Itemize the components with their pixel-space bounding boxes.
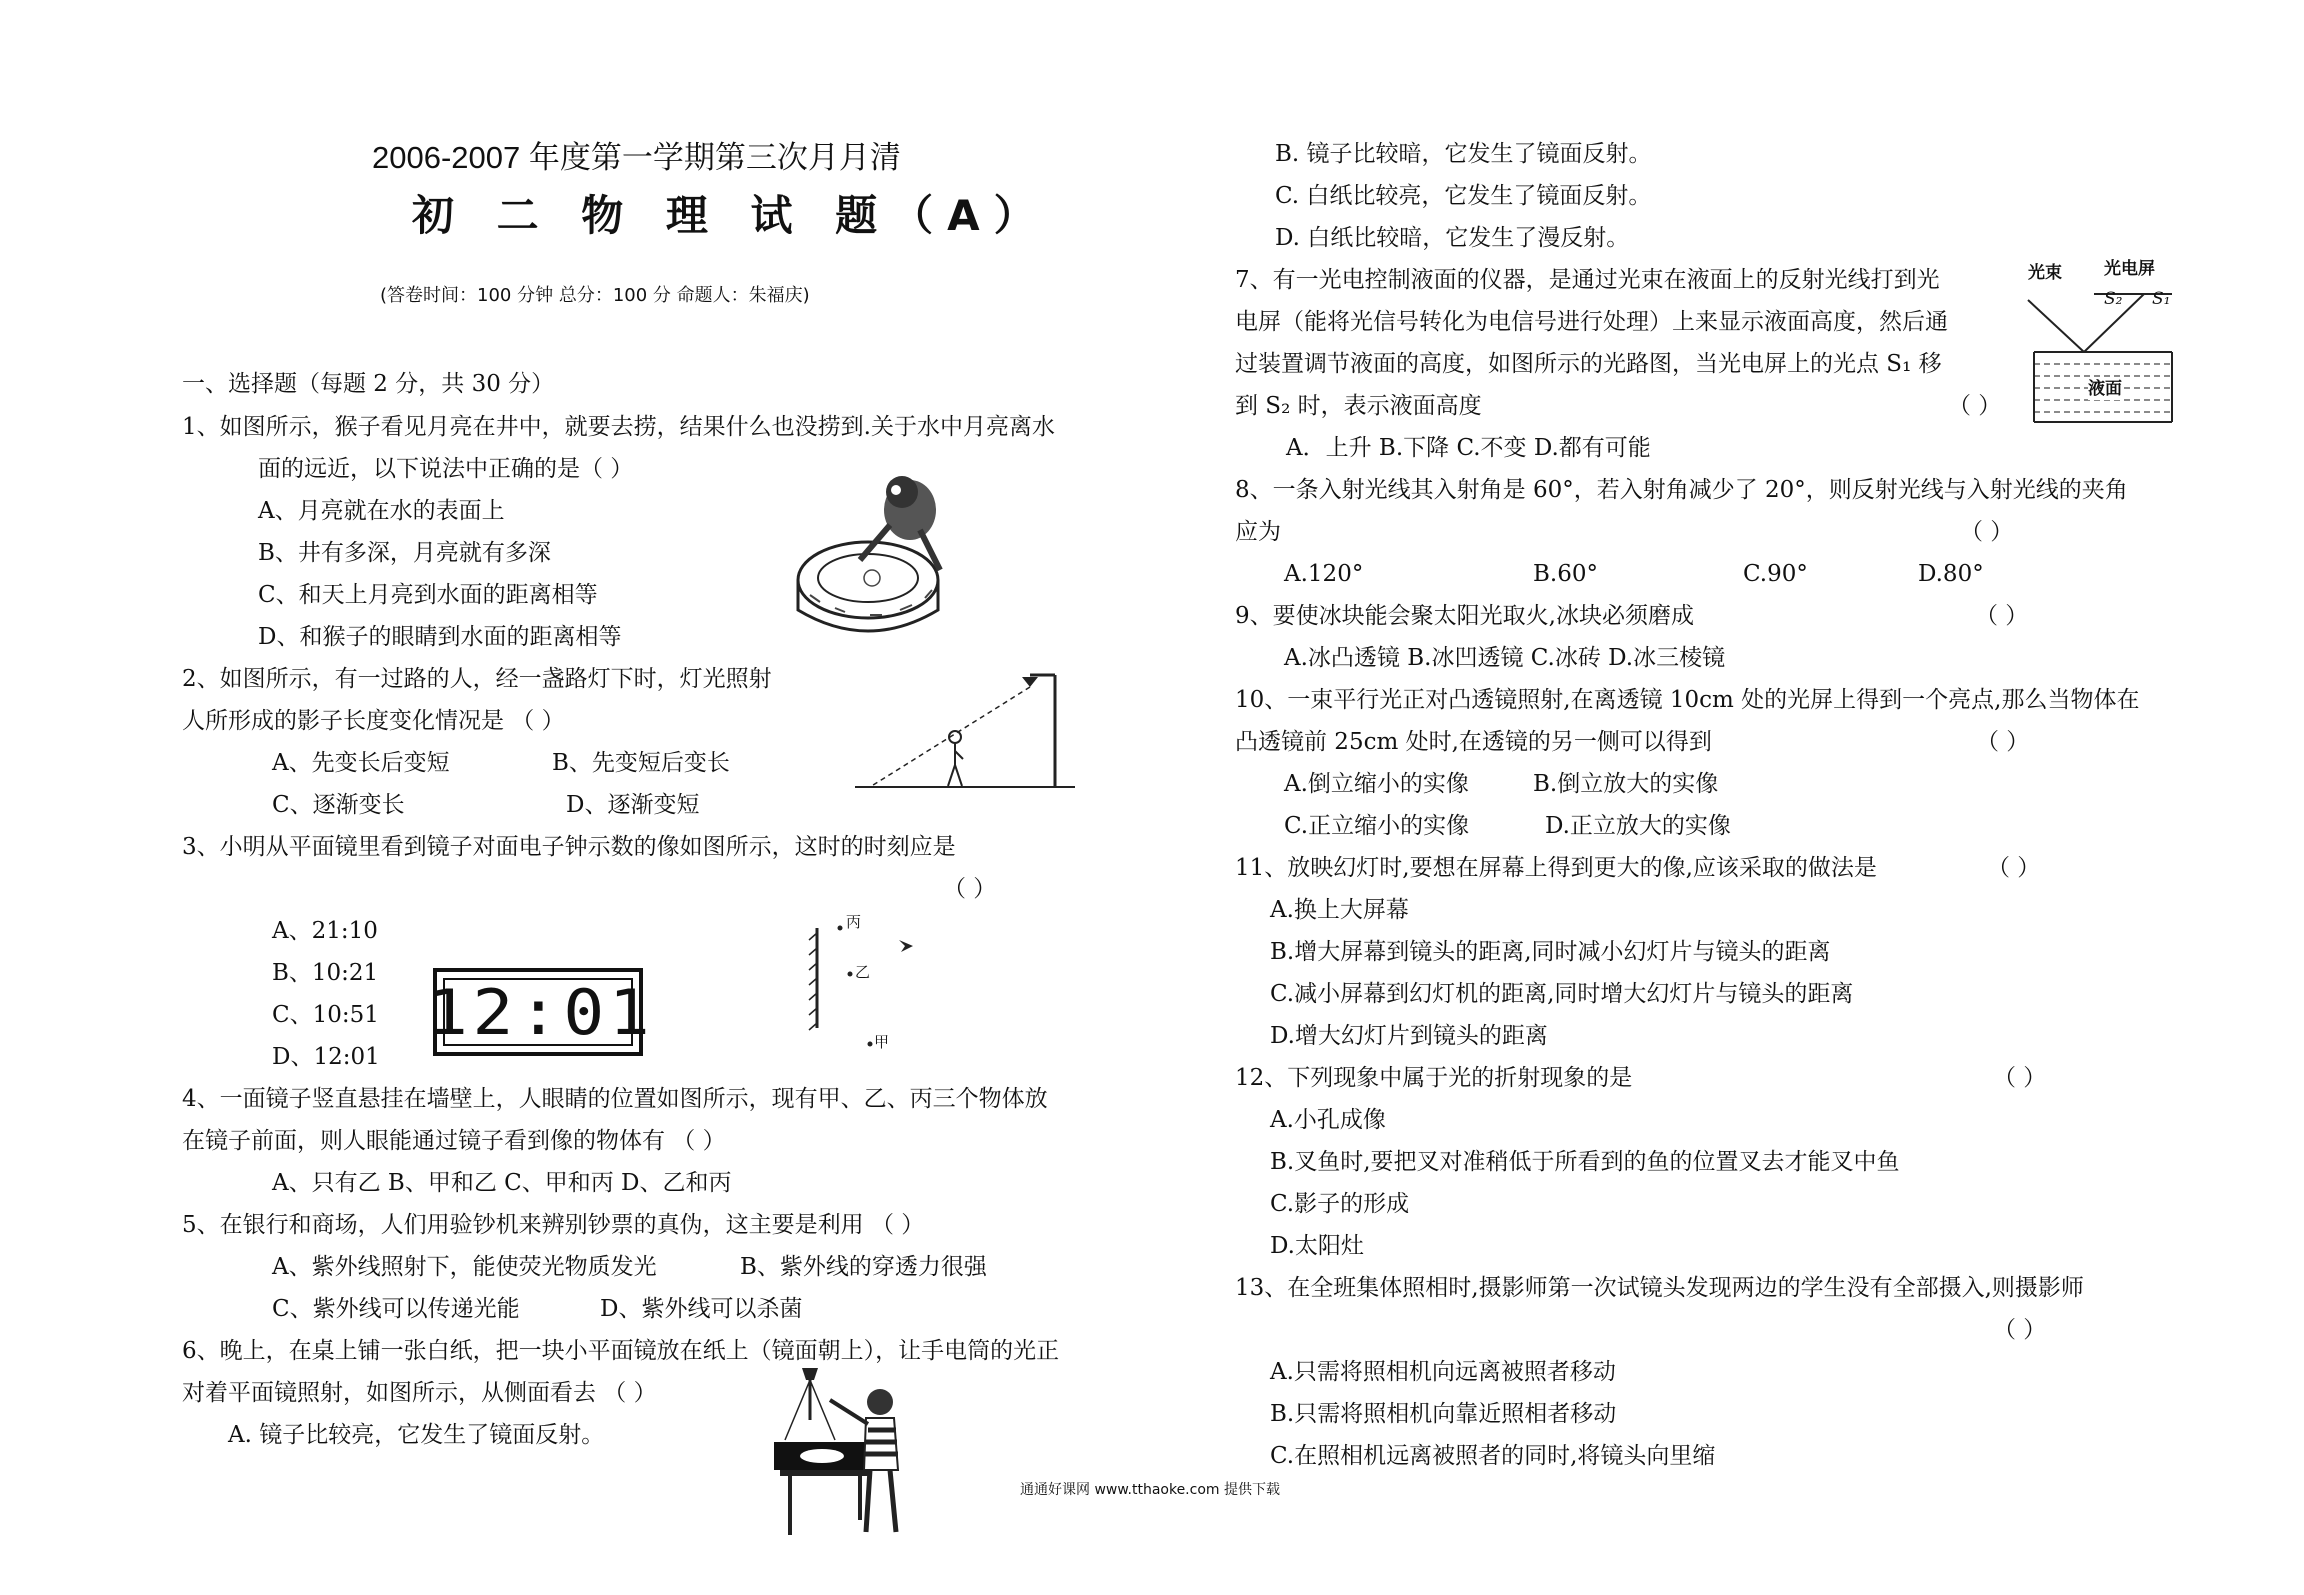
q10-option-c: C.正立缩小的实像 [1284, 813, 1470, 839]
fig-label-s1: S₁ [2152, 289, 2171, 309]
q13-option-b: B.只需将照相机向靠近照相者移动 [1270, 1401, 1617, 1427]
q8-option-c: C.90° [1743, 561, 1808, 587]
digital-clock-figure [426, 968, 655, 1056]
q6-stem-line1: 6、晚上，在桌上铺一张白纸，把一块小平面镜放在纸上（镜面朝上），让手电筒的光正 [182, 1338, 1060, 1364]
q2-stem-line1: 2、如图所示，有一过路的人，经一盏路灯下时，灯光照射 [182, 666, 772, 692]
q4-options: A、只有乙 B、甲和乙 C、甲和丙 D、乙和丙 [272, 1170, 732, 1196]
fig-label-liquid: 液面 [2088, 379, 2122, 399]
q8-option-b: B.60° [1533, 561, 1598, 587]
clock-digits: 12:01 [426, 976, 655, 1049]
q6-option-a: A. 镜子比较亮，它发生了镜面反射。 [228, 1422, 605, 1448]
q10-stem-line2: 凸透镜前 25cm 处时,在透镜的另一侧可以得到 [1235, 729, 1712, 755]
q13-answer-paren: （ ） [1993, 1317, 2047, 1343]
q12-answer-paren: （ ） [1993, 1065, 2047, 1091]
q4-stem-line2: 在镜子前面，则人眼能通过镜子看到像的物体有 （ ） [182, 1128, 726, 1154]
fig-label-screen: 光电屏 [2104, 259, 2155, 279]
q11-option-d: D.增大幻灯片到镜头的距离 [1270, 1023, 1548, 1049]
footer-source: 通通好课网 www.tthaoke.com 提供下载 [1020, 1482, 1280, 1498]
q2-option-b: B、先变短后变长 [552, 750, 730, 776]
q7-stem-line1: 7、有一光电控制液面的仪器，是通过光束在液面上的反射光线打到光 [1235, 267, 1940, 293]
q10-stem-line1: 10、一束平行光正对凸透镜照射,在离透镜 10cm 处的光屏上得到一个亮点,那么当物体在 [1235, 687, 2140, 713]
q10-answer-paren: （ ） [1976, 729, 2030, 755]
q2-option-c: C、逐渐变长 [272, 792, 405, 818]
q1-option-c: C、和天上月亮到水面的距离相等 [258, 582, 598, 608]
monkey-well-figure [790, 470, 960, 650]
mirror-objects-figure [805, 918, 925, 1058]
q11-answer-paren: （ ） [1987, 855, 2041, 881]
q5-stem-line1: 5、在银行和商场，人们用验钞机来辨别钞票的真伪，这主要是利用 （ ） [182, 1212, 925, 1238]
object-label-jia: 甲 [874, 1033, 890, 1051]
q4-stem-line1: 4、一面镜子竖直悬挂在墙壁上，人眼睛的位置如图所示，现有甲、乙、丙三个物体放 [182, 1086, 1048, 1112]
q6-option-c: C. 白纸比较亮，它发生了镜面反射。 [1275, 183, 1652, 209]
q2-stem-line2: 人所形成的影子长度变化情况是 （ ） [182, 708, 565, 734]
q12-option-c: C.影子的形成 [1270, 1191, 1410, 1217]
exam-info: (答卷时间：100 分钟 总分：100 分 命题人：朱福庆) [380, 285, 810, 306]
q3-option-c: C、10:51 [272, 1002, 379, 1028]
q1-stem-line1: 1、如图所示，猴子看见月亮在井中，就要去捞，结果什么也没捞到.关于水中月亮离水 [182, 414, 1055, 440]
q7-stem-line3: 过装置调节液面的高度，如图所示的光路图，当光电屏上的光点 S₁ 移 [1235, 351, 1942, 377]
q8-option-d: D.80° [1918, 561, 1984, 587]
q11-option-b: B.增大屏幕到镜头的距离,同时减小幻灯片与镜头的距离 [1270, 939, 1831, 965]
q5-option-b: B、紫外线的穿透力很强 [740, 1254, 987, 1280]
q3-option-b: B、10:21 [272, 960, 379, 986]
flashlight-mirror-figure [770, 1360, 930, 1540]
q12-option-d: D.太阳灶 [1270, 1233, 1364, 1259]
q13-option-a: A.只需将照相机向远离被照者移动 [1270, 1359, 1616, 1385]
exam-title-line2: 初 二 物 理 试 题（A） [412, 191, 1050, 240]
object-label-yi: 乙 [855, 963, 871, 981]
q11-option-c: C.减小屏幕到幻灯机的距离,同时增大幻灯片与镜头的距离 [1270, 981, 1854, 1007]
q11-stem-line1: 11、放映幻灯时,要想在屏幕上得到更大的像,应该采取的做法是 [1235, 855, 1877, 881]
exam-title-line1: 2006-2007 年度第一学期第三次月月清 [372, 140, 901, 175]
q5-option-a: A、紫外线照射下，能使荧光物质发光 [272, 1254, 657, 1280]
section-1-heading: 一、选择题（每题 2 分，共 30 分） [182, 371, 555, 397]
q3-option-d: D、12:01 [272, 1044, 380, 1070]
q3-answer-paren: （ ） [943, 876, 997, 902]
q10-option-d: D.正立放大的实像 [1545, 813, 1731, 839]
q8-option-a: A.120° [1284, 561, 1364, 587]
q9-answer-paren: （ ） [1975, 603, 2029, 629]
object-label-bing: 丙 [846, 913, 862, 931]
q12-stem-line1: 12、下列现象中属于光的折射现象的是 [1235, 1065, 1633, 1091]
fig-label-light-beam: 光束 [2028, 263, 2062, 283]
q1-option-d: D、和猴子的眼睛到水面的距离相等 [258, 624, 622, 650]
q11-option-a: A.换上大屏幕 [1270, 897, 1409, 923]
q5-option-d: D、紫外线可以杀菌 [600, 1296, 803, 1322]
q9-stem-line1: 9、要使冰块能会聚太阳光取火,冰块必须磨成 [1235, 603, 1694, 629]
q6-option-b: B. 镜子比较暗，它发生了镜面反射。 [1275, 141, 1652, 167]
q10-option-a: A.倒立缩小的实像 [1284, 771, 1469, 797]
fig-label-s2: S₂ [2104, 289, 2123, 309]
q3-option-a: A、21:10 [272, 918, 378, 944]
q13-stem-line1: 13、在全班集体照相时,摄影师第一次试镜头发现两边的学生没有全部摄入,则摄影师 [1235, 1275, 2084, 1301]
q13-option-c: C.在照相机远离被照者的同时,将镜头向里缩 [1270, 1443, 1716, 1469]
q2-option-a: A、先变长后变短 [272, 750, 450, 776]
street-lamp-figure [850, 665, 1080, 795]
q12-option-b: B.叉鱼时,要把叉对准稍低于所看到的鱼的位置叉去才能叉中鱼 [1270, 1149, 1900, 1175]
q7-answer-paren: （ ） [1948, 393, 2002, 419]
q5-option-c: C、紫外线可以传递光能 [272, 1296, 520, 1322]
q1-stem-line2: 面的远近，以下说法中正确的是（ ） [258, 456, 634, 482]
q7-stem-line2: 电屏（能将光信号转化为电信号进行处理）上来显示液面高度，然后通 [1235, 309, 1948, 335]
q3-stem-line1: 3、小明从平面镜里看到镜子对面电子钟示数的像如图所示，这时的时刻应是 [182, 834, 956, 860]
photoelectric-screen-figure [2024, 260, 2174, 425]
q12-option-a: A.小孔成像 [1270, 1107, 1386, 1133]
q8-stem-line1: 8、一条入射光线其入射角是 60°，若入射角减少了 20°，则反射光线与入射光线的夹角 [1235, 477, 2128, 503]
q8-stem-line2: 应为 [1235, 519, 1281, 545]
q6-option-d: D. 白纸比较暗，它发生了漫反射。 [1275, 225, 1630, 251]
q7-options: A．上升 B.下降 C.不变 D.都有可能 [1286, 435, 1651, 461]
q2-option-d: D、逐渐变短 [566, 792, 700, 818]
q1-option-a: A、月亮就在水的表面上 [258, 498, 505, 524]
q10-option-b: B.倒立放大的实像 [1533, 771, 1719, 797]
q9-options: A.冰凸透镜 B.冰凹透镜 C.冰砖 D.冰三棱镜 [1284, 645, 1726, 671]
q6-stem-line2: 对着平面镜照射，如图所示，从侧面看去 （ ） [182, 1380, 657, 1406]
q1-option-b: B、井有多深，月亮就有多深 [258, 540, 551, 566]
q7-stem-line4: 到 S₂ 时，表示液面高度 [1235, 393, 1482, 419]
q8-answer-paren: （ ） [1960, 519, 2014, 545]
